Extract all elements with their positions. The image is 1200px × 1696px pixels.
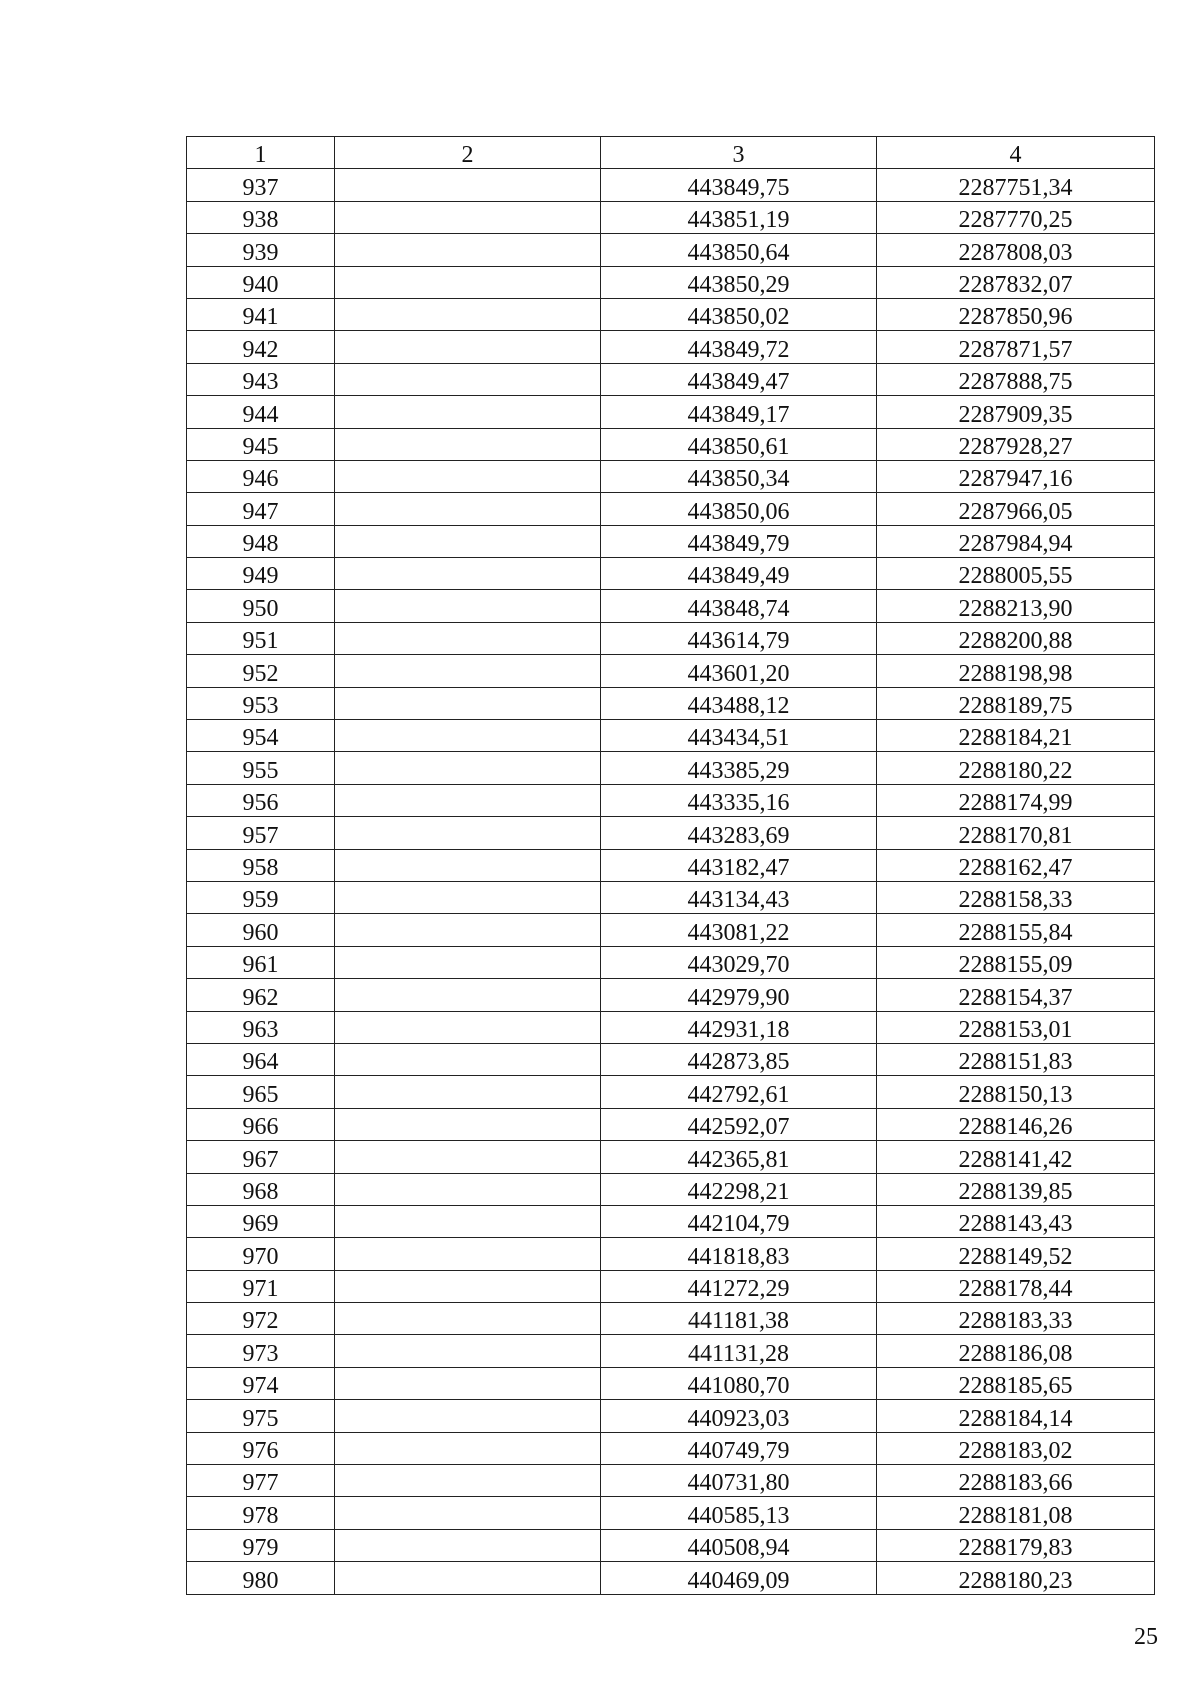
x-coordinate-cell: 443850,06: [601, 493, 877, 525]
point-number-cell: 969: [187, 1205, 335, 1237]
description-cell: [335, 266, 601, 298]
y-coordinate-cell: 2288139,85: [877, 1173, 1155, 1205]
table-row: [187, 881, 1155, 913]
description-cell: [335, 460, 601, 492]
description-cell: [335, 784, 601, 816]
point-number-cell: 966: [187, 1108, 335, 1140]
point-number-cell: 953: [187, 687, 335, 719]
description-cell: [335, 1562, 601, 1594]
y-coordinate-cell: 2288158,33: [877, 881, 1155, 913]
table-row: [187, 1270, 1155, 1302]
point-number-cell: 980: [187, 1562, 335, 1594]
x-coordinate-cell: 441131,28: [601, 1335, 877, 1367]
point-number-cell: 943: [187, 363, 335, 395]
description-cell: [335, 1108, 601, 1140]
table-row: [187, 266, 1155, 298]
x-coordinate-cell: 443850,34: [601, 460, 877, 492]
x-coordinate-cell: 440749,79: [601, 1432, 877, 1464]
x-coordinate-cell: 443849,75: [601, 169, 877, 201]
point-number-cell: 945: [187, 428, 335, 460]
table-row: [187, 1335, 1155, 1367]
point-number-cell: 941: [187, 298, 335, 330]
description-cell: [335, 169, 601, 201]
table-row: [187, 1303, 1155, 1335]
x-coordinate-cell: 443182,47: [601, 849, 877, 881]
description-cell: [335, 428, 601, 460]
point-number-cell: 946: [187, 460, 335, 492]
x-coordinate-cell: 443849,47: [601, 363, 877, 395]
point-number-cell: 971: [187, 1270, 335, 1302]
table-row: [187, 1011, 1155, 1043]
point-number-cell: 973: [187, 1335, 335, 1367]
description-cell: [335, 1238, 601, 1270]
description-cell: [335, 1270, 601, 1302]
table-row: [187, 817, 1155, 849]
x-coordinate-cell: 443848,74: [601, 590, 877, 622]
x-coordinate-cell: 442873,85: [601, 1043, 877, 1075]
description-cell: [335, 1173, 601, 1205]
point-number-cell: 960: [187, 914, 335, 946]
description-cell: [335, 720, 601, 752]
description-cell: [335, 331, 601, 363]
description-cell: [335, 363, 601, 395]
table-row: [187, 1367, 1155, 1399]
description-cell: [335, 525, 601, 557]
point-number-cell: 970: [187, 1238, 335, 1270]
description-cell: [335, 1335, 601, 1367]
point-number-cell: 979: [187, 1529, 335, 1561]
x-coordinate-cell: 442931,18: [601, 1011, 877, 1043]
y-coordinate-cell: 2288155,09: [877, 946, 1155, 978]
x-coordinate-cell: 442592,07: [601, 1108, 877, 1140]
y-coordinate-cell: 2288155,84: [877, 914, 1155, 946]
y-coordinate-cell: 2287928,27: [877, 428, 1155, 460]
table-row: [187, 460, 1155, 492]
y-coordinate-cell: 2288184,21: [877, 720, 1155, 752]
point-number-cell: 955: [187, 752, 335, 784]
y-coordinate-cell: 2288146,26: [877, 1108, 1155, 1140]
y-coordinate-cell: 2287984,94: [877, 525, 1155, 557]
y-coordinate-cell: 2288183,33: [877, 1303, 1155, 1335]
y-coordinate-cell: 2288183,66: [877, 1465, 1155, 1497]
point-number-cell: 944: [187, 396, 335, 428]
table-row: [187, 1076, 1155, 1108]
table-row: [187, 946, 1155, 978]
x-coordinate-cell: 440508,94: [601, 1529, 877, 1561]
y-coordinate-cell: 2288189,75: [877, 687, 1155, 719]
y-coordinate-cell: 2287832,07: [877, 266, 1155, 298]
description-cell: [335, 849, 601, 881]
description-cell: [335, 946, 601, 978]
description-cell: [335, 881, 601, 913]
y-coordinate-cell: 2288198,98: [877, 655, 1155, 687]
table-row: [187, 1497, 1155, 1529]
x-coordinate-cell: 443029,70: [601, 946, 877, 978]
y-coordinate-cell: 2287966,05: [877, 493, 1155, 525]
x-coordinate-cell: 442298,21: [601, 1173, 877, 1205]
y-coordinate-cell: 2288200,88: [877, 622, 1155, 654]
x-coordinate-cell: 443849,79: [601, 525, 877, 557]
point-number-cell: 939: [187, 234, 335, 266]
y-coordinate-cell: 2287947,16: [877, 460, 1155, 492]
x-coordinate-cell: 442979,90: [601, 979, 877, 1011]
table-row: [187, 1141, 1155, 1173]
table-row: [187, 428, 1155, 460]
description-cell: [335, 1367, 601, 1399]
table-row: [187, 752, 1155, 784]
x-coordinate-cell: 443849,17: [601, 396, 877, 428]
description-cell: [335, 1497, 601, 1529]
description-cell: [335, 558, 601, 590]
y-coordinate-cell: 2288180,22: [877, 752, 1155, 784]
point-number-cell: 954: [187, 720, 335, 752]
description-cell: [335, 493, 601, 525]
y-coordinate-cell: 2288154,37: [877, 979, 1155, 1011]
table-row: [187, 1108, 1155, 1140]
table-row: [187, 622, 1155, 654]
description-cell: [335, 590, 601, 622]
y-coordinate-cell: 2288186,08: [877, 1335, 1155, 1367]
y-coordinate-cell: 2287871,57: [877, 331, 1155, 363]
x-coordinate-cell: 443134,43: [601, 881, 877, 913]
point-number-cell: 963: [187, 1011, 335, 1043]
x-coordinate-cell: 443849,72: [601, 331, 877, 363]
table-row: [187, 1205, 1155, 1237]
description-cell: [335, 622, 601, 654]
x-coordinate-cell: 443335,16: [601, 784, 877, 816]
table-row: [187, 849, 1155, 881]
table-header-row: [187, 137, 1155, 169]
point-number-cell: 942: [187, 331, 335, 363]
table-row: [187, 298, 1155, 330]
x-coordinate-cell: 443850,02: [601, 298, 877, 330]
point-number-cell: 974: [187, 1367, 335, 1399]
y-coordinate-cell: 2287888,75: [877, 363, 1155, 395]
table-row: [187, 1529, 1155, 1561]
x-coordinate-cell: 442792,61: [601, 1076, 877, 1108]
table-row: [187, 1562, 1155, 1594]
point-number-cell: 965: [187, 1076, 335, 1108]
table-row: [187, 234, 1155, 266]
y-coordinate-cell: 2288184,14: [877, 1400, 1155, 1432]
table-row: [187, 201, 1155, 233]
y-coordinate-cell: 2287751,34: [877, 169, 1155, 201]
description-cell: [335, 1529, 601, 1561]
x-coordinate-cell: 440469,09: [601, 1562, 877, 1594]
point-number-cell: 968: [187, 1173, 335, 1205]
description-cell: [335, 234, 601, 266]
x-coordinate-cell: 441181,38: [601, 1303, 877, 1335]
y-coordinate-cell: 2288153,01: [877, 1011, 1155, 1043]
description-cell: [335, 655, 601, 687]
description-cell: [335, 201, 601, 233]
point-number-cell: 948: [187, 525, 335, 557]
x-coordinate-cell: 443850,29: [601, 266, 877, 298]
table-row: [187, 720, 1155, 752]
y-coordinate-cell: 2288150,13: [877, 1076, 1155, 1108]
x-coordinate-cell: 443849,49: [601, 558, 877, 590]
description-cell: [335, 1141, 601, 1173]
table-body: [187, 169, 1155, 1594]
y-coordinate-cell: 2288181,08: [877, 1497, 1155, 1529]
x-coordinate-cell: 440731,80: [601, 1465, 877, 1497]
x-coordinate-cell: 443850,61: [601, 428, 877, 460]
description-cell: [335, 1011, 601, 1043]
table-row: [187, 1465, 1155, 1497]
point-number-cell: 961: [187, 946, 335, 978]
description-cell: [335, 979, 601, 1011]
description-cell: [335, 1465, 601, 1497]
x-coordinate-cell: 441818,83: [601, 1238, 877, 1270]
x-coordinate-cell: 441080,70: [601, 1367, 877, 1399]
coordinates-table: [186, 136, 1155, 1595]
table-row: [187, 363, 1155, 395]
y-coordinate-cell: 2288185,65: [877, 1367, 1155, 1399]
point-number-cell: 959: [187, 881, 335, 913]
point-number-cell: 952: [187, 655, 335, 687]
x-coordinate-cell: 443488,12: [601, 687, 877, 719]
x-coordinate-cell: 443601,20: [601, 655, 877, 687]
y-coordinate-cell: 2288213,90: [877, 590, 1155, 622]
x-coordinate-cell: 442104,79: [601, 1205, 877, 1237]
x-coordinate-cell: 443850,64: [601, 234, 877, 266]
x-coordinate-cell: 443081,22: [601, 914, 877, 946]
description-cell: [335, 1076, 601, 1108]
point-number-cell: 972: [187, 1303, 335, 1335]
point-number-cell: 947: [187, 493, 335, 525]
y-coordinate-cell: 2287850,96: [877, 298, 1155, 330]
description-cell: [335, 687, 601, 719]
point-number-cell: 978: [187, 1497, 335, 1529]
x-coordinate-cell: 443385,29: [601, 752, 877, 784]
table-row: [187, 1173, 1155, 1205]
point-number-cell: 949: [187, 558, 335, 590]
table-row: [187, 1400, 1155, 1432]
y-coordinate-cell: 2288005,55: [877, 558, 1155, 590]
y-coordinate-cell: 2288143,43: [877, 1205, 1155, 1237]
y-coordinate-cell: 2288162,47: [877, 849, 1155, 881]
column-header-4: 4: [877, 137, 1155, 169]
point-number-cell: 964: [187, 1043, 335, 1075]
table-row: [187, 979, 1155, 1011]
y-coordinate-cell: 2287808,03: [877, 234, 1155, 266]
x-coordinate-cell: 443614,79: [601, 622, 877, 654]
description-cell: [335, 1043, 601, 1075]
point-number-cell: 957: [187, 817, 335, 849]
table-row: [187, 1238, 1155, 1270]
x-coordinate-cell: 440585,13: [601, 1497, 877, 1529]
column-header-3: 3: [601, 137, 877, 169]
point-number-cell: 937: [187, 169, 335, 201]
y-coordinate-cell: 2288151,83: [877, 1043, 1155, 1075]
y-coordinate-cell: 2288183,02: [877, 1432, 1155, 1464]
y-coordinate-cell: 2288141,42: [877, 1141, 1155, 1173]
point-number-cell: 975: [187, 1400, 335, 1432]
table-row: [187, 914, 1155, 946]
point-number-cell: 938: [187, 201, 335, 233]
description-cell: [335, 817, 601, 849]
x-coordinate-cell: 443434,51: [601, 720, 877, 752]
x-coordinate-cell: 442365,81: [601, 1141, 877, 1173]
y-coordinate-cell: 2288180,23: [877, 1562, 1155, 1594]
y-coordinate-cell: 2288170,81: [877, 817, 1155, 849]
table-row: [187, 655, 1155, 687]
x-coordinate-cell: 440923,03: [601, 1400, 877, 1432]
description-cell: [335, 298, 601, 330]
y-coordinate-cell: 2288174,99: [877, 784, 1155, 816]
x-coordinate-cell: 443283,69: [601, 817, 877, 849]
point-number-cell: 958: [187, 849, 335, 881]
table-row: [187, 590, 1155, 622]
y-coordinate-cell: 2287909,35: [877, 396, 1155, 428]
description-cell: [335, 1303, 601, 1335]
x-coordinate-cell: 443851,19: [601, 201, 877, 233]
table-row: [187, 331, 1155, 363]
description-cell: [335, 914, 601, 946]
y-coordinate-cell: 2288149,52: [877, 1238, 1155, 1270]
table-row: [187, 169, 1155, 201]
point-number-cell: 940: [187, 266, 335, 298]
point-number-cell: 967: [187, 1141, 335, 1173]
description-cell: [335, 1205, 601, 1237]
column-header-1: 1: [187, 137, 335, 169]
y-coordinate-cell: 2288179,83: [877, 1529, 1155, 1561]
page-number: 25: [1134, 1624, 1158, 1650]
table-row: [187, 1043, 1155, 1075]
column-header-2: 2: [335, 137, 601, 169]
table-row: [187, 558, 1155, 590]
table-row: [187, 687, 1155, 719]
table-row: [187, 784, 1155, 816]
table-row: [187, 525, 1155, 557]
table-row: [187, 1432, 1155, 1464]
table-row: [187, 493, 1155, 525]
description-cell: [335, 1400, 601, 1432]
point-number-cell: 976: [187, 1432, 335, 1464]
table-row: [187, 396, 1155, 428]
point-number-cell: 977: [187, 1465, 335, 1497]
x-coordinate-cell: 441272,29: [601, 1270, 877, 1302]
point-number-cell: 951: [187, 622, 335, 654]
point-number-cell: 956: [187, 784, 335, 816]
point-number-cell: 950: [187, 590, 335, 622]
point-number-cell: 962: [187, 979, 335, 1011]
y-coordinate-cell: 2287770,25: [877, 201, 1155, 233]
description-cell: [335, 1432, 601, 1464]
y-coordinate-cell: 2288178,44: [877, 1270, 1155, 1302]
description-cell: [335, 396, 601, 428]
description-cell: [335, 752, 601, 784]
